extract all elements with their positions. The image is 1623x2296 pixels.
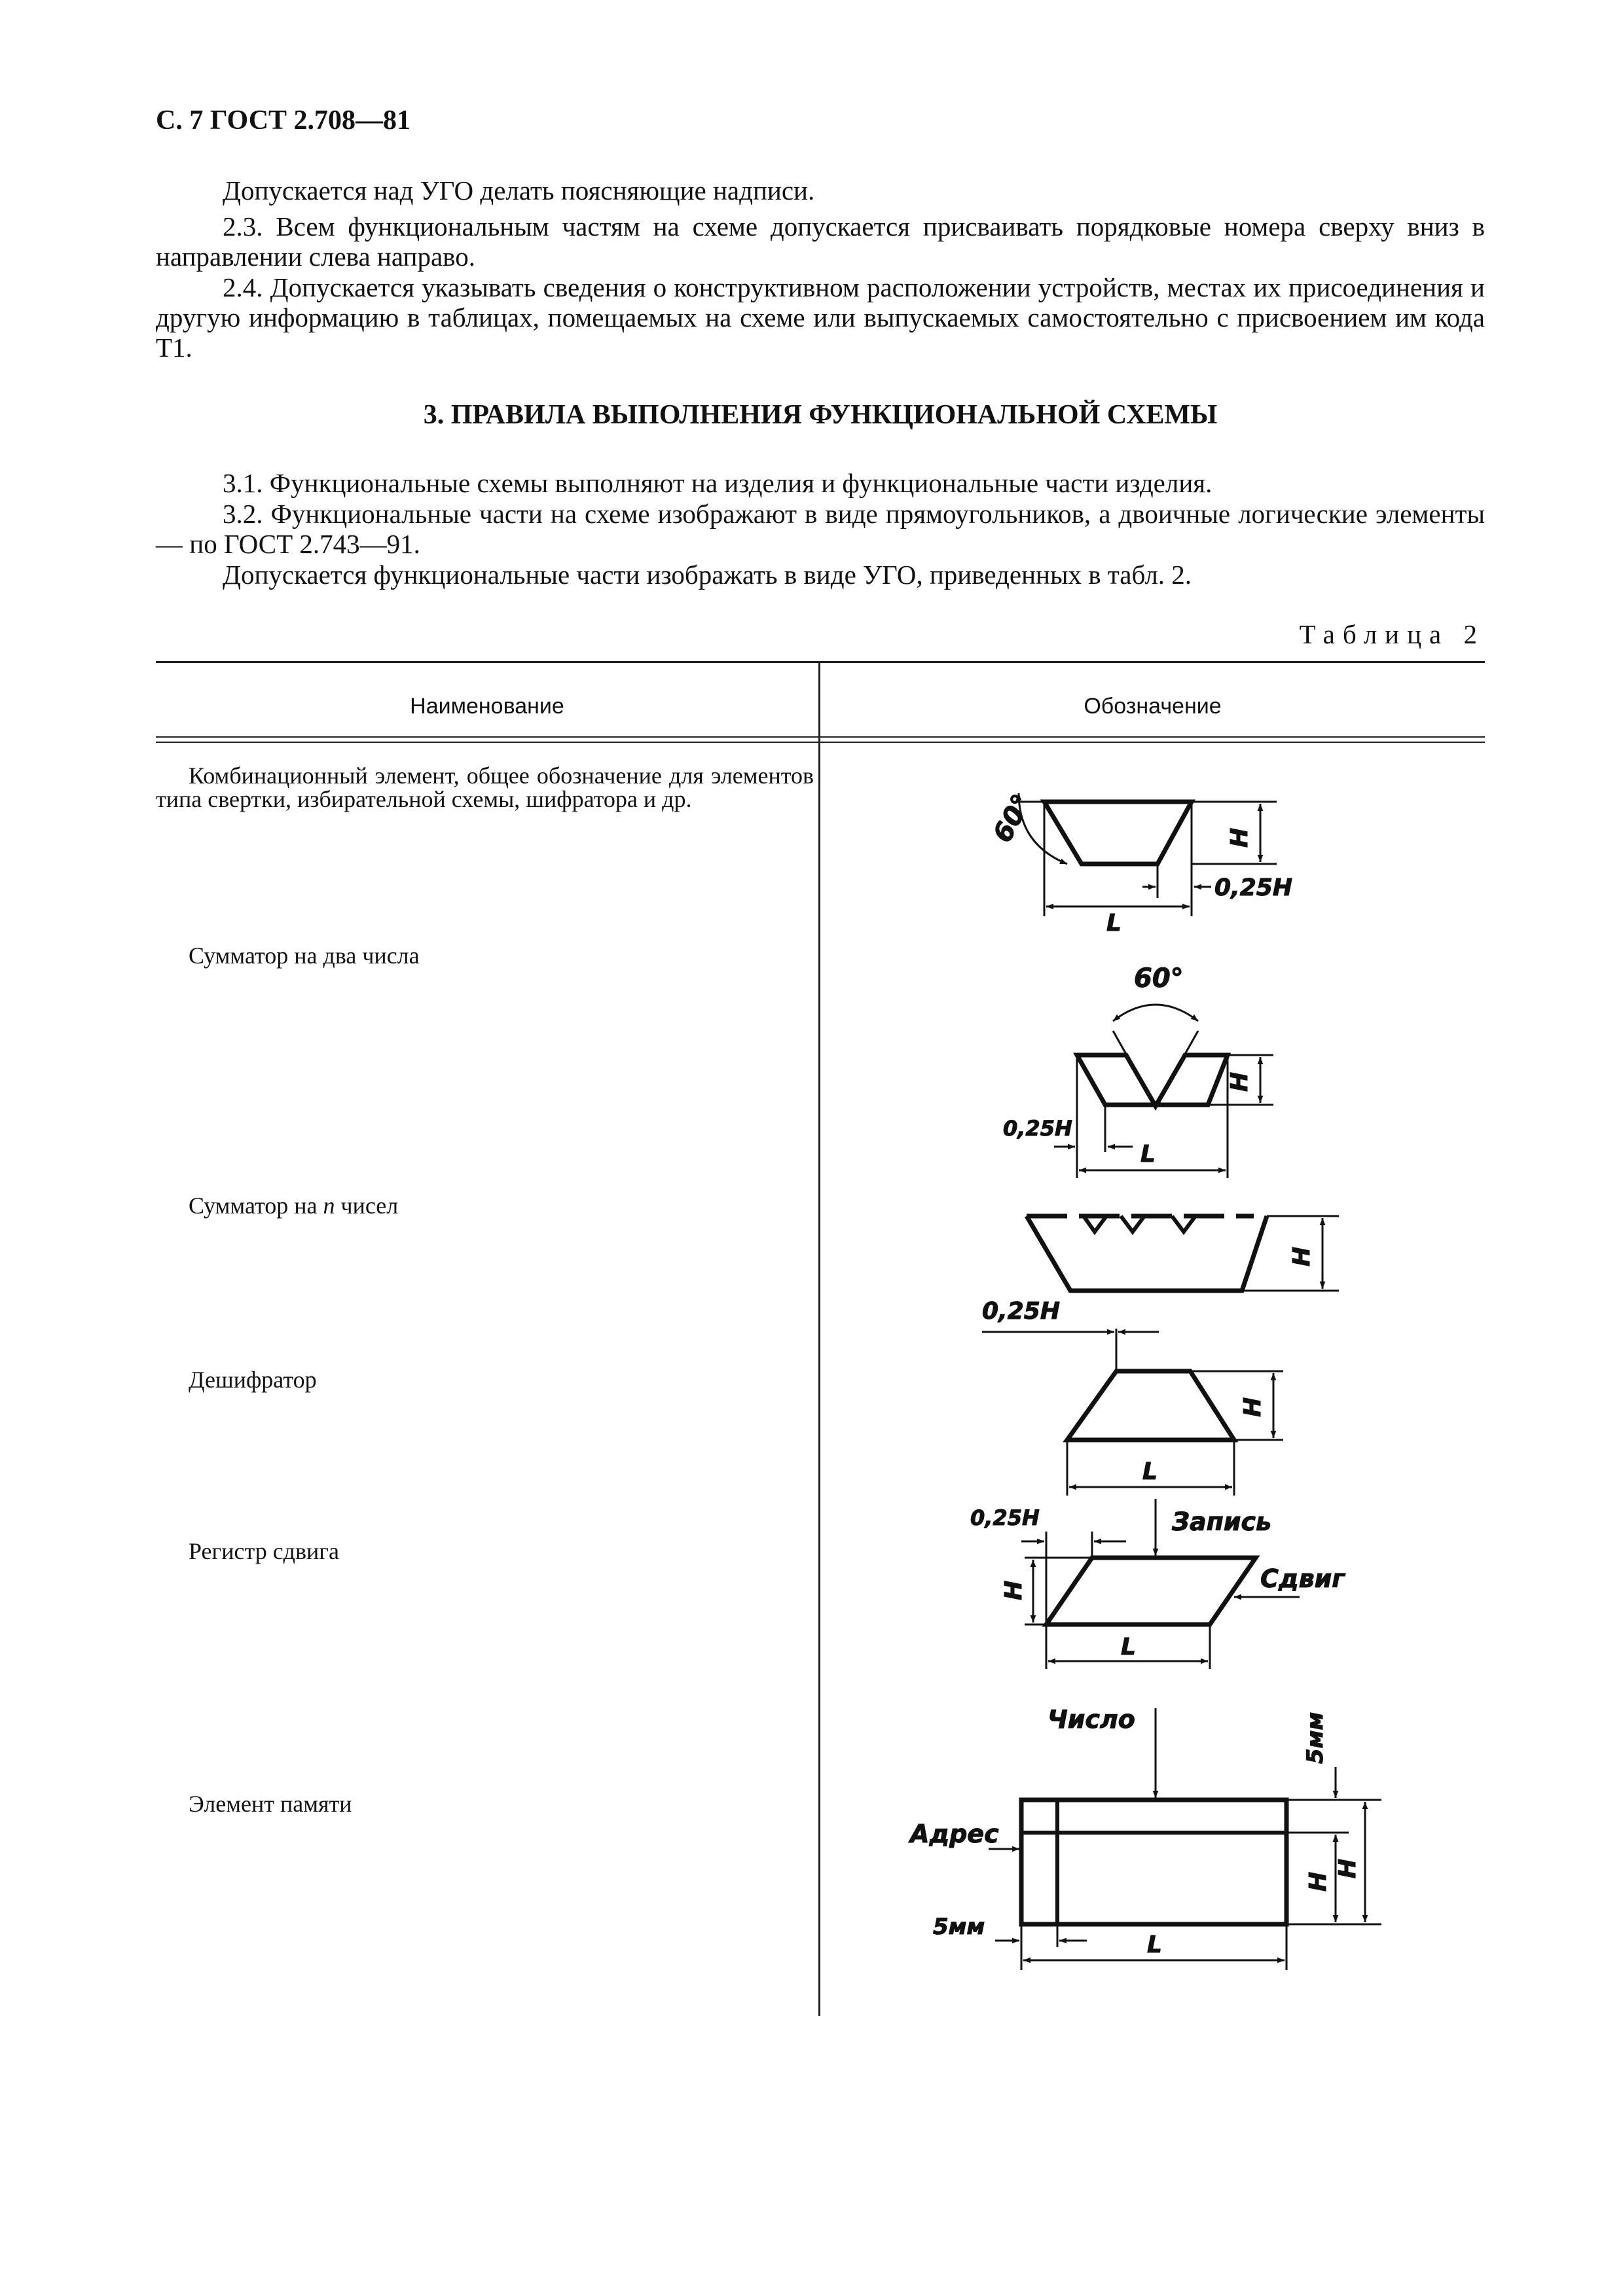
paragraph-3-1: 3.1. Функциональные схемы выполняют на изделия и функциональные части изделия.	[223, 468, 1213, 498]
label-address: Адрес	[910, 1820, 999, 1848]
paragraph-2-3: 2.3. Всем функциональным частям на схеме допускается присваивать порядковые номера сверху вниз в направлении слева направо.	[156, 211, 1485, 272]
paragraph-labels-note: Допускается над УГО делать поясняющие надписи.	[223, 175, 815, 206]
symbol-combinational	[987, 789, 1292, 937]
label-l-6: L	[1147, 1931, 1162, 1958]
paragraph-3-2: 3.2. Функциональные части на схеме изображают в виде прямоугольников, а двоичные логические элементы — по ГОСТ 2.743—91.	[156, 499, 1485, 559]
row-name-memory: Элемент памяти	[189, 1791, 352, 1817]
label-h-3: H	[1288, 1246, 1315, 1266]
label-quarter-h-4: 0,25H	[982, 1298, 1060, 1325]
table-caption: Таблица 2	[1299, 619, 1485, 649]
label-l-1: L	[1106, 910, 1122, 937]
label-angle-2: 60°	[1134, 963, 1184, 994]
symbol-shift-register	[970, 1499, 1345, 1669]
symbol-adder-n	[1027, 1216, 1339, 1291]
label-number: Число	[1048, 1705, 1135, 1734]
row-name-adder-n: Сумматор на n чисел	[189, 1193, 399, 1219]
label-h-6b: H	[1334, 1858, 1361, 1878]
row-name-decoder: Дешифратор	[189, 1367, 317, 1393]
label-l-4: L	[1142, 1458, 1158, 1485]
label-h-4: H	[1239, 1397, 1266, 1417]
label-quarter-h-5: 0,25H	[970, 1505, 1040, 1530]
label-shift: Сдвиг	[1260, 1564, 1345, 1593]
label-5mm-top: 5мм	[1302, 1712, 1328, 1764]
column-header-name: Наименование	[410, 694, 564, 719]
paragraph-uso-note: Допускается функциональные части изображать в виде УГО, приведенных в табл. 2.	[223, 560, 1192, 590]
label-h-5: H	[1000, 1580, 1027, 1600]
label-l-2: L	[1140, 1141, 1156, 1168]
column-header-symbol: Обозначение	[1084, 694, 1222, 719]
label-h-6a: H	[1305, 1871, 1332, 1892]
label-h-1: H	[1226, 827, 1253, 848]
section-title: 3. ПРАВИЛА ВЫПОЛНЕНИЯ ФУНКЦИОНАЛЬНОЙ СХЕМЫ	[423, 400, 1218, 430]
page-header: С. 7 ГОСТ 2.708—81	[156, 105, 411, 135]
row-name-adder-two: Сумматор на два числа	[189, 942, 420, 969]
label-quarter-h-1: 0,25H	[1214, 874, 1292, 901]
symbol-decoder	[982, 1298, 1283, 1496]
label-quarter-h-2: 0,25H	[1003, 1116, 1072, 1141]
symbol-adder-two	[1003, 963, 1273, 1178]
label-angle-1: 60°	[987, 789, 1038, 848]
label-l-5: L	[1121, 1634, 1136, 1660]
paragraph-2-4: 2.4. Допускается указывать сведения о конструктивном расположении устройств, местах их присоединения и другую информацию в таблицах, помещаемых на схеме или выпускаемых самостоятельно с присвоением им кода Т1.	[156, 272, 1485, 363]
row-name-combinational: Комбинационный элемент, общее обозначение для элементов типа свертки, избирательной схемы, шифратора и др.	[156, 762, 814, 812]
label-h-2: H	[1226, 1071, 1253, 1092]
label-5mm-bottom: 5мм	[933, 1914, 985, 1940]
label-write: Запись	[1172, 1507, 1272, 1536]
symbol-memory	[908, 1705, 1381, 1970]
row-name-shift-register: Регистр сдвига	[189, 1538, 340, 1564]
